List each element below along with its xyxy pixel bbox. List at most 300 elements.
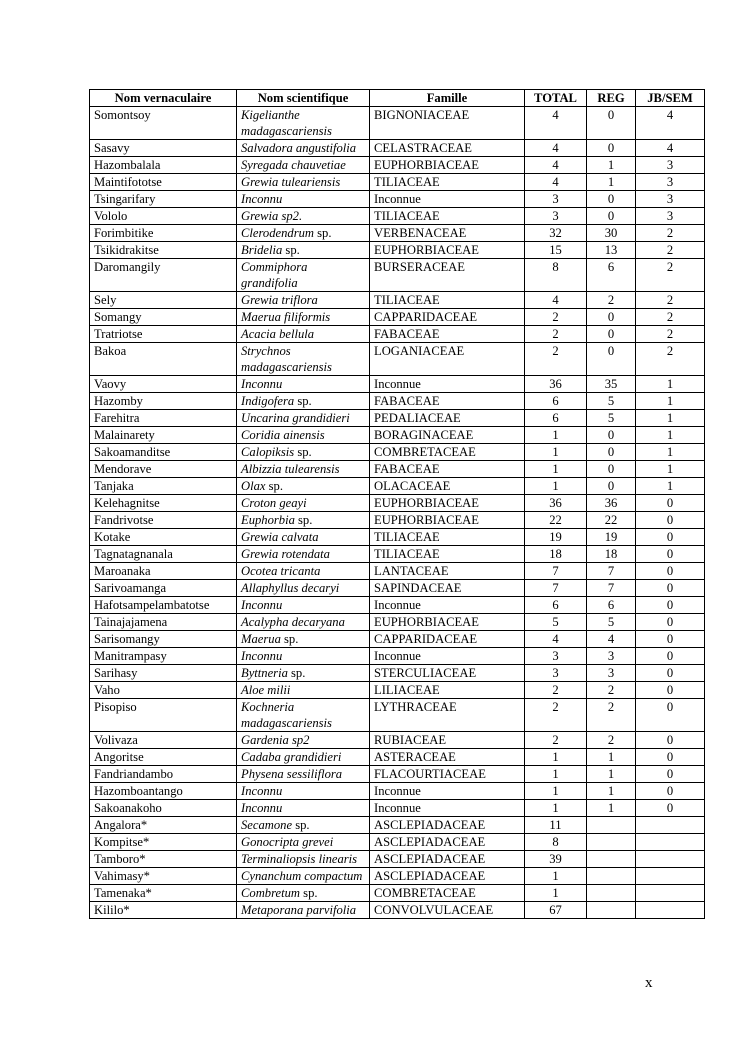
cell-vernacular-name: Sarivoamanga bbox=[90, 580, 237, 597]
cell-reg bbox=[587, 817, 636, 834]
scientific-name-italic: Calopiksis bbox=[241, 445, 295, 459]
cell-scientific-name bbox=[237, 851, 370, 868]
cell-total: 8 bbox=[525, 834, 587, 851]
cell-family: FABACEAE bbox=[370, 393, 525, 410]
cell-scientific-name bbox=[237, 580, 370, 597]
cell-vernacular-name: Hafotsampelambatotse bbox=[90, 597, 237, 614]
cell-scientific-name bbox=[237, 665, 370, 682]
cell-scientific-name bbox=[237, 817, 370, 834]
cell-total: 2 bbox=[525, 326, 587, 343]
cell-total: 1 bbox=[525, 868, 587, 885]
cell-reg: 0 bbox=[587, 140, 636, 157]
table-header-row bbox=[90, 90, 705, 107]
cell-jb-sem: 3 bbox=[636, 208, 705, 225]
cell-vernacular-name: Vaovy bbox=[90, 376, 237, 393]
cell-scientific-name bbox=[237, 682, 370, 699]
scientific-name-suffix: sp. bbox=[294, 394, 312, 408]
cell-scientific-name bbox=[237, 885, 370, 902]
scientific-name-italic: Bridelia bbox=[241, 243, 283, 257]
cell-family: SAPINDACEAE bbox=[370, 580, 525, 597]
cell-vernacular-name: Angoritse bbox=[90, 749, 237, 766]
cell-vernacular-name: Kelehagnitse bbox=[90, 495, 237, 512]
cell-vernacular-name: Kililo* bbox=[90, 902, 237, 919]
cell-total: 4 bbox=[525, 157, 587, 174]
cell-reg: 0 bbox=[587, 478, 636, 495]
cell-reg: 3 bbox=[587, 648, 636, 665]
cell-jb-sem bbox=[636, 902, 705, 919]
cell-family: ASCLEPIADACEAE bbox=[370, 817, 525, 834]
cell-family: RUBIACEAE bbox=[370, 732, 525, 749]
table-row bbox=[90, 376, 705, 393]
cell-jb-sem: 4 bbox=[636, 140, 705, 157]
cell-reg: 0 bbox=[587, 309, 636, 326]
cell-reg: 6 bbox=[587, 259, 636, 292]
scientific-name-italic: Byttneria bbox=[241, 666, 288, 680]
cell-family: TILIACEAE bbox=[370, 292, 525, 309]
cell-reg: 2 bbox=[587, 682, 636, 699]
scientific-name-italic: Cynanchum compactum bbox=[241, 869, 363, 883]
cell-scientific-name bbox=[237, 107, 370, 140]
cell-scientific-name bbox=[237, 732, 370, 749]
cell-jb-sem: 2 bbox=[636, 343, 705, 376]
cell-family: BIGNONIACEAE bbox=[370, 107, 525, 140]
cell-family: VERBENACEAE bbox=[370, 225, 525, 242]
cell-jb-sem bbox=[636, 834, 705, 851]
table-row bbox=[90, 766, 705, 783]
cell-family: OLACACEAE bbox=[370, 478, 525, 495]
cell-scientific-name bbox=[237, 461, 370, 478]
cell-scientific-name bbox=[237, 648, 370, 665]
cell-vernacular-name: Somangy bbox=[90, 309, 237, 326]
cell-total: 39 bbox=[525, 851, 587, 868]
cell-total: 36 bbox=[525, 376, 587, 393]
cell-scientific-name bbox=[237, 376, 370, 393]
cell-vernacular-name: Tamboro* bbox=[90, 851, 237, 868]
scientific-name-italic: Strychnos madagascariensis bbox=[241, 344, 332, 374]
cell-vernacular-name: Angalora* bbox=[90, 817, 237, 834]
cell-vernacular-name: Volivaza bbox=[90, 732, 237, 749]
cell-reg: 2 bbox=[587, 292, 636, 309]
cell-reg: 5 bbox=[587, 410, 636, 427]
cell-scientific-name bbox=[237, 393, 370, 410]
cell-total: 1 bbox=[525, 800, 587, 817]
cell-reg: 6 bbox=[587, 597, 636, 614]
cell-jb-sem bbox=[636, 885, 705, 902]
scientific-name-suffix: sp. bbox=[282, 243, 300, 257]
cell-scientific-name bbox=[237, 326, 370, 343]
header-total: TOTAL bbox=[525, 90, 587, 107]
cell-scientific-name bbox=[237, 766, 370, 783]
cell-reg bbox=[587, 868, 636, 885]
scientific-name-italic: Secamone bbox=[241, 818, 293, 832]
cell-jb-sem: 2 bbox=[636, 225, 705, 242]
cell-reg: 0 bbox=[587, 444, 636, 461]
table-row bbox=[90, 732, 705, 749]
table-row bbox=[90, 242, 705, 259]
cell-jb-sem: 2 bbox=[636, 326, 705, 343]
cell-scientific-name bbox=[237, 140, 370, 157]
cell-vernacular-name: Sarihasy bbox=[90, 665, 237, 682]
cell-total: 1 bbox=[525, 478, 587, 495]
cell-jb-sem: 0 bbox=[636, 682, 705, 699]
table-row bbox=[90, 174, 705, 191]
scientific-name-italic: Kochneria madagascariensis bbox=[241, 700, 332, 730]
cell-reg: 7 bbox=[587, 580, 636, 597]
cell-jb-sem: 4 bbox=[636, 107, 705, 140]
cell-family: CAPPARIDACEAE bbox=[370, 309, 525, 326]
cell-total: 18 bbox=[525, 546, 587, 563]
table-row bbox=[90, 834, 705, 851]
scientific-name-italic: Coridia ainensis bbox=[241, 428, 325, 442]
cell-reg: 0 bbox=[587, 107, 636, 140]
cell-family: STERCULIACEAE bbox=[370, 665, 525, 682]
scientific-name-italic: Syregada chauvetiae bbox=[241, 158, 346, 172]
cell-vernacular-name: Sasavy bbox=[90, 140, 237, 157]
scientific-name-suffix: sp. bbox=[287, 666, 306, 680]
cell-family: LANTACEAE bbox=[370, 563, 525, 580]
cell-total: 15 bbox=[525, 242, 587, 259]
cell-scientific-name bbox=[237, 563, 370, 580]
table-row bbox=[90, 259, 705, 292]
cell-reg: 19 bbox=[587, 529, 636, 546]
scientific-name-italic: Grewia triflora bbox=[241, 293, 318, 307]
header-scientific-name: Nom scientifique bbox=[237, 90, 370, 107]
cell-vernacular-name: Farehitra bbox=[90, 410, 237, 427]
table-row bbox=[90, 800, 705, 817]
cell-vernacular-name: Vololo bbox=[90, 208, 237, 225]
cell-vernacular-name: Manitrampasy bbox=[90, 648, 237, 665]
cell-total: 22 bbox=[525, 512, 587, 529]
cell-vernacular-name: Fandriandambo bbox=[90, 766, 237, 783]
cell-total: 3 bbox=[525, 208, 587, 225]
cell-family: Inconnue bbox=[370, 376, 525, 393]
cell-vernacular-name: Vaho bbox=[90, 682, 237, 699]
cell-total: 3 bbox=[525, 665, 587, 682]
scientific-name-suffix: sp. bbox=[300, 886, 318, 900]
cell-scientific-name bbox=[237, 191, 370, 208]
table-row bbox=[90, 427, 705, 444]
cell-scientific-name bbox=[237, 631, 370, 648]
scientific-name-italic: Salvadora angustifolia bbox=[241, 141, 357, 155]
cell-family: EUPHORBIACEAE bbox=[370, 242, 525, 259]
cell-vernacular-name: Bakoa bbox=[90, 343, 237, 376]
cell-scientific-name bbox=[237, 783, 370, 800]
cell-total: 2 bbox=[525, 699, 587, 732]
cell-jb-sem: 3 bbox=[636, 191, 705, 208]
cell-scientific-name bbox=[237, 410, 370, 427]
cell-reg: 1 bbox=[587, 800, 636, 817]
cell-family: CELASTRACEAE bbox=[370, 140, 525, 157]
table-row bbox=[90, 140, 705, 157]
cell-family: BORAGINACEAE bbox=[370, 427, 525, 444]
cell-total: 1 bbox=[525, 749, 587, 766]
scientific-name-italic: Metaporana parvifolia bbox=[241, 903, 357, 917]
cell-vernacular-name: Sakoanakoho bbox=[90, 800, 237, 817]
cell-family: LILIACEAE bbox=[370, 682, 525, 699]
scientific-name-italic: Euphorbia bbox=[241, 513, 295, 527]
cell-jb-sem: 2 bbox=[636, 309, 705, 326]
cell-reg: 0 bbox=[587, 343, 636, 376]
cell-vernacular-name: Tainajajamena bbox=[90, 614, 237, 631]
table-row bbox=[90, 902, 705, 919]
cell-jb-sem: 0 bbox=[636, 597, 705, 614]
cell-reg bbox=[587, 885, 636, 902]
cell-vernacular-name: Mendorave bbox=[90, 461, 237, 478]
cell-total: 1 bbox=[525, 461, 587, 478]
cell-total: 1 bbox=[525, 444, 587, 461]
cell-family: Inconnue bbox=[370, 800, 525, 817]
scientific-name-italic: Inconnu bbox=[241, 192, 283, 206]
cell-scientific-name bbox=[237, 749, 370, 766]
cell-vernacular-name: Maroanaka bbox=[90, 563, 237, 580]
cell-jb-sem: 1 bbox=[636, 461, 705, 478]
cell-vernacular-name: Tamenaka* bbox=[90, 885, 237, 902]
cell-total: 4 bbox=[525, 292, 587, 309]
cell-scientific-name bbox=[237, 157, 370, 174]
cell-total: 4 bbox=[525, 631, 587, 648]
cell-family: TILIACEAE bbox=[370, 546, 525, 563]
cell-scientific-name bbox=[237, 174, 370, 191]
scientific-name-italic: Clerodendrum bbox=[241, 226, 314, 240]
scientific-name-italic: Combretum bbox=[241, 886, 301, 900]
cell-total: 4 bbox=[525, 140, 587, 157]
scientific-name-italic: Indigofera bbox=[241, 394, 295, 408]
table-row bbox=[90, 665, 705, 682]
cell-total: 7 bbox=[525, 563, 587, 580]
cell-total: 36 bbox=[525, 495, 587, 512]
table-row bbox=[90, 495, 705, 512]
cell-total: 6 bbox=[525, 410, 587, 427]
table-row bbox=[90, 546, 705, 563]
cell-reg: 2 bbox=[587, 699, 636, 732]
cell-total: 67 bbox=[525, 902, 587, 919]
cell-scientific-name bbox=[237, 868, 370, 885]
cell-scientific-name bbox=[237, 546, 370, 563]
cell-reg: 1 bbox=[587, 749, 636, 766]
cell-jb-sem: 0 bbox=[636, 495, 705, 512]
cell-reg: 1 bbox=[587, 157, 636, 174]
cell-reg bbox=[587, 834, 636, 851]
cell-vernacular-name: Tanjaka bbox=[90, 478, 237, 495]
scientific-name-italic: Inconnu bbox=[241, 784, 283, 798]
cell-jb-sem: 1 bbox=[636, 376, 705, 393]
table-row bbox=[90, 580, 705, 597]
cell-scientific-name bbox=[237, 699, 370, 732]
cell-scientific-name bbox=[237, 242, 370, 259]
cell-jb-sem: 0 bbox=[636, 800, 705, 817]
cell-total: 7 bbox=[525, 580, 587, 597]
cell-family: COMBRETACEAE bbox=[370, 885, 525, 902]
cell-vernacular-name: Sarisomangy bbox=[90, 631, 237, 648]
table-row bbox=[90, 444, 705, 461]
cell-total: 8 bbox=[525, 259, 587, 292]
table-row bbox=[90, 393, 705, 410]
cell-jb-sem: 0 bbox=[636, 580, 705, 597]
cell-jb-sem: 0 bbox=[636, 749, 705, 766]
scientific-name-italic: Kigelianthe madagascariensis bbox=[241, 108, 332, 138]
table-row bbox=[90, 783, 705, 800]
scientific-name-suffix: sp. bbox=[280, 632, 299, 646]
header-reg: REG bbox=[587, 90, 636, 107]
cell-vernacular-name: Tratriotse bbox=[90, 326, 237, 343]
cell-scientific-name bbox=[237, 292, 370, 309]
cell-scientific-name bbox=[237, 309, 370, 326]
scientific-name-italic: Grewia calvata bbox=[241, 530, 319, 544]
cell-jb-sem: 0 bbox=[636, 699, 705, 732]
cell-scientific-name bbox=[237, 902, 370, 919]
table-row bbox=[90, 699, 705, 732]
cell-family: COMBRETACEAE bbox=[370, 444, 525, 461]
table-row bbox=[90, 631, 705, 648]
cell-reg: 0 bbox=[587, 461, 636, 478]
cell-vernacular-name: Kompitse* bbox=[90, 834, 237, 851]
cell-family: TILIACEAE bbox=[370, 208, 525, 225]
table-row bbox=[90, 343, 705, 376]
cell-scientific-name bbox=[237, 529, 370, 546]
cell-jb-sem: 0 bbox=[636, 648, 705, 665]
table-row bbox=[90, 292, 705, 309]
cell-total: 1 bbox=[525, 885, 587, 902]
cell-jb-sem: 0 bbox=[636, 631, 705, 648]
cell-reg: 7 bbox=[587, 563, 636, 580]
cell-total: 6 bbox=[525, 393, 587, 410]
cell-scientific-name bbox=[237, 834, 370, 851]
scientific-name-italic: Ocotea tricanta bbox=[241, 564, 321, 578]
scientific-name-italic: Grewia rotendata bbox=[241, 547, 330, 561]
cell-reg: 0 bbox=[587, 208, 636, 225]
cell-vernacular-name: Hazomboantango bbox=[90, 783, 237, 800]
cell-total: 11 bbox=[525, 817, 587, 834]
cell-jb-sem: 1 bbox=[636, 444, 705, 461]
table-row bbox=[90, 597, 705, 614]
cell-reg: 1 bbox=[587, 766, 636, 783]
scientific-name-italic: Grewia tuleariensis bbox=[241, 175, 341, 189]
scientific-name-italic: Gonocripta grevei bbox=[241, 835, 334, 849]
cell-jb-sem: 0 bbox=[636, 563, 705, 580]
header-family: Famille bbox=[370, 90, 525, 107]
scientific-name-italic: Inconnu bbox=[241, 377, 283, 391]
cell-jb-sem: 1 bbox=[636, 393, 705, 410]
table-row bbox=[90, 817, 705, 834]
cell-scientific-name bbox=[237, 427, 370, 444]
scientific-name-italic: Acalypha decaryana bbox=[241, 615, 345, 629]
cell-vernacular-name: Daromangily bbox=[90, 259, 237, 292]
cell-vernacular-name: Tagnatagnanala bbox=[90, 546, 237, 563]
cell-vernacular-name: Tsikidrakitse bbox=[90, 242, 237, 259]
cell-family: ASCLEPIADACEAE bbox=[370, 868, 525, 885]
cell-vernacular-name: Forimbitike bbox=[90, 225, 237, 242]
cell-family: PEDALIACEAE bbox=[370, 410, 525, 427]
table-row bbox=[90, 648, 705, 665]
cell-jb-sem: 0 bbox=[636, 614, 705, 631]
cell-family: LOGANIACEAE bbox=[370, 343, 525, 376]
scientific-name-italic: Inconnu bbox=[241, 649, 283, 663]
cell-reg: 13 bbox=[587, 242, 636, 259]
cell-vernacular-name: Malainarety bbox=[90, 427, 237, 444]
cell-vernacular-name: Sakoamanditse bbox=[90, 444, 237, 461]
cell-jb-sem: 0 bbox=[636, 783, 705, 800]
cell-scientific-name bbox=[237, 495, 370, 512]
table-row bbox=[90, 326, 705, 343]
cell-total: 2 bbox=[525, 309, 587, 326]
scientific-name-italic: Inconnu bbox=[241, 598, 283, 612]
cell-reg: 22 bbox=[587, 512, 636, 529]
table-row bbox=[90, 749, 705, 766]
cell-family: EUPHORBIACEAE bbox=[370, 157, 525, 174]
cell-total: 2 bbox=[525, 732, 587, 749]
table-row bbox=[90, 191, 705, 208]
cell-family: ASCLEPIADACEAE bbox=[370, 851, 525, 868]
page-number: x bbox=[645, 975, 653, 991]
cell-jb-sem: 0 bbox=[636, 732, 705, 749]
cell-total: 32 bbox=[525, 225, 587, 242]
cell-total: 1 bbox=[525, 783, 587, 800]
cell-reg: 3 bbox=[587, 665, 636, 682]
cell-vernacular-name: Hazombalala bbox=[90, 157, 237, 174]
scientific-name-suffix: sp. bbox=[294, 445, 312, 459]
scientific-name-italic: Maerua bbox=[241, 632, 281, 646]
scientific-name-italic: Cadaba grandidieri bbox=[241, 750, 342, 764]
table-row bbox=[90, 529, 705, 546]
cell-family: CAPPARIDACEAE bbox=[370, 631, 525, 648]
cell-total: 2 bbox=[525, 682, 587, 699]
cell-jb-sem: 0 bbox=[636, 512, 705, 529]
cell-jb-sem: 0 bbox=[636, 766, 705, 783]
table-row bbox=[90, 851, 705, 868]
cell-scientific-name bbox=[237, 343, 370, 376]
cell-jb-sem: 2 bbox=[636, 292, 705, 309]
cell-family: TILIACEAE bbox=[370, 529, 525, 546]
table-row bbox=[90, 461, 705, 478]
cell-family: FABACEAE bbox=[370, 326, 525, 343]
cell-family: LYTHRACEAE bbox=[370, 699, 525, 732]
cell-scientific-name bbox=[237, 208, 370, 225]
cell-vernacular-name: Vahimasy* bbox=[90, 868, 237, 885]
cell-family: FABACEAE bbox=[370, 461, 525, 478]
cell-family: Inconnue bbox=[370, 648, 525, 665]
table-row bbox=[90, 614, 705, 631]
scientific-name-italic: Inconnu bbox=[241, 801, 283, 815]
cell-family: ASCLEPIADACEAE bbox=[370, 834, 525, 851]
cell-scientific-name bbox=[237, 800, 370, 817]
scientific-name-italic: Albizzia tulearensis bbox=[241, 462, 340, 476]
cell-scientific-name bbox=[237, 597, 370, 614]
cell-vernacular-name: Pisopiso bbox=[90, 699, 237, 732]
cell-scientific-name bbox=[237, 614, 370, 631]
scientific-name-italic: Allaphyllus decaryi bbox=[241, 581, 340, 595]
cell-jb-sem bbox=[636, 868, 705, 885]
cell-reg: 36 bbox=[587, 495, 636, 512]
scientific-name-italic: Physena sessiliflora bbox=[241, 767, 343, 781]
table-row bbox=[90, 410, 705, 427]
scientific-name-italic: Uncarina grandidieri bbox=[241, 411, 350, 425]
header-jb-sem: JB/SEM bbox=[636, 90, 705, 107]
table-row bbox=[90, 885, 705, 902]
cell-jb-sem: 0 bbox=[636, 529, 705, 546]
scientific-name-italic: Olax bbox=[241, 479, 266, 493]
scientific-name-suffix: sp. bbox=[294, 513, 313, 527]
cell-total: 3 bbox=[525, 191, 587, 208]
cell-reg: 2 bbox=[587, 732, 636, 749]
cell-total: 6 bbox=[525, 597, 587, 614]
table-row bbox=[90, 208, 705, 225]
cell-reg: 35 bbox=[587, 376, 636, 393]
cell-jb-sem: 2 bbox=[636, 242, 705, 259]
species-table bbox=[89, 89, 705, 919]
cell-reg: 4 bbox=[587, 631, 636, 648]
cell-reg: 18 bbox=[587, 546, 636, 563]
cell-scientific-name bbox=[237, 225, 370, 242]
